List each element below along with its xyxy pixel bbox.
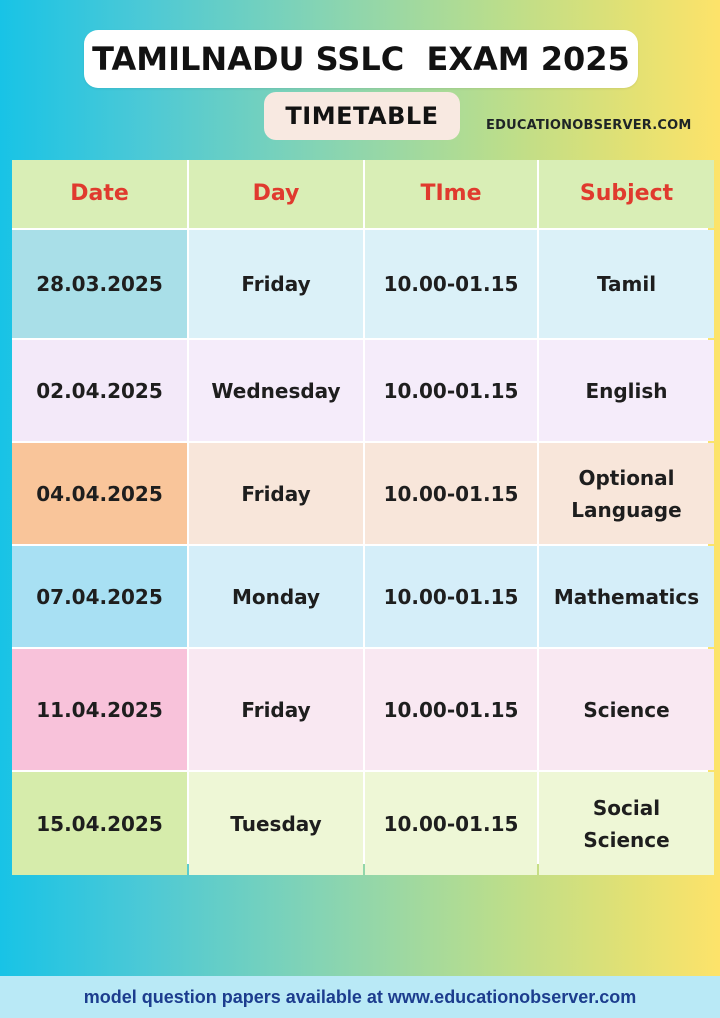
- table-cell-day: Friday: [189, 443, 363, 544]
- table-cell-subject: Optional Language: [539, 443, 714, 544]
- table-cell-date: 04.04.2025: [12, 443, 187, 544]
- column-header-subject: Subject: [539, 160, 714, 228]
- table-cell-day: Friday: [189, 649, 363, 770]
- timetable: [12, 160, 708, 864]
- table-cell-time: 10.00-01.15: [365, 546, 537, 647]
- table-cell-date: 28.03.2025: [12, 230, 187, 338]
- table-cell-time: 10.00-01.15: [365, 772, 537, 875]
- subtitle-banner: [264, 92, 460, 140]
- table-cell-time: 10.00-01.15: [365, 230, 537, 338]
- page-subtitle: TIMETABLE: [285, 102, 439, 130]
- table-cell-date: 02.04.2025: [12, 340, 187, 441]
- column-header-date: Date: [12, 160, 187, 228]
- table-cell-date: 15.04.2025: [12, 772, 187, 875]
- table-cell-time: 10.00-01.15: [365, 649, 537, 770]
- table-cell-date: 07.04.2025: [12, 546, 187, 647]
- column-header-time: TIme: [365, 160, 537, 228]
- table-cell-subject: Mathematics: [539, 546, 714, 647]
- table-cell-day: Monday: [189, 546, 363, 647]
- table-cell-day: Wednesday: [189, 340, 363, 441]
- column-header-day: Day: [189, 160, 363, 228]
- table-cell-date: 11.04.2025: [12, 649, 187, 770]
- table-cell-time: 10.00-01.15: [365, 340, 537, 441]
- table-cell-subject: Tamil: [539, 230, 714, 338]
- table-cell-day: Tuesday: [189, 772, 363, 875]
- table-cell-subject: English: [539, 340, 714, 441]
- table-cell-subject: Science: [539, 649, 714, 770]
- table-cell-day: Friday: [189, 230, 363, 338]
- table-cell-subject: Social Science: [539, 772, 714, 875]
- footer-banner: [0, 976, 720, 1018]
- footer-text: model question papers available at www.educationobserver.com: [83, 986, 637, 1007]
- page-title: TAMILNADU SSLC EXAM 2025: [92, 40, 630, 78]
- table-cell-time: 10.00-01.15: [365, 443, 537, 544]
- title-banner: [84, 30, 638, 88]
- website-label: EDUCATIONOBSERVER.COM: [486, 118, 692, 133]
